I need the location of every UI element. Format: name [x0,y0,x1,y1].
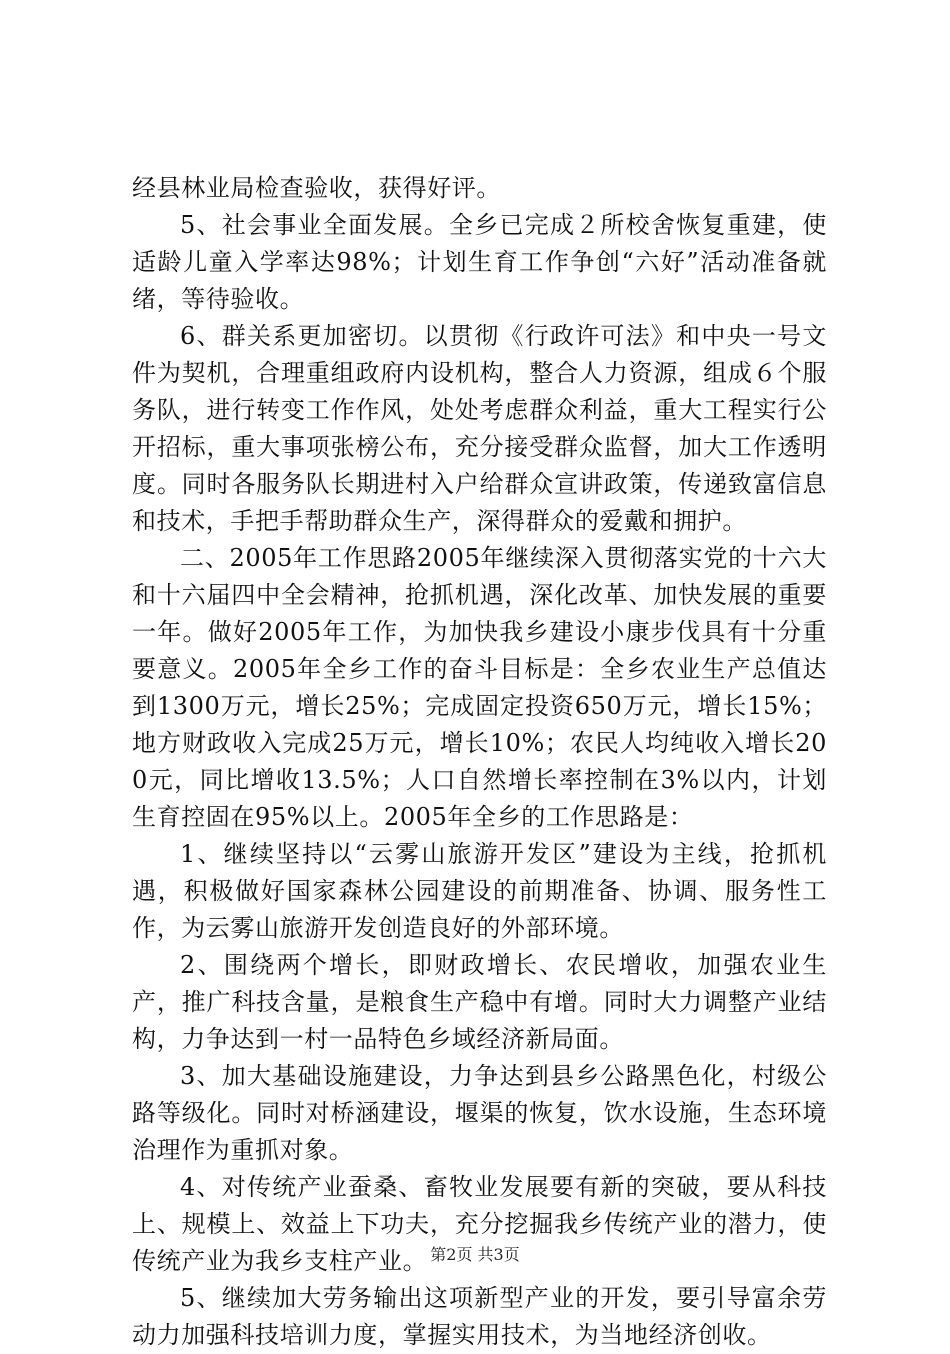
paragraph-plan-item-4: 4、对传统产业蚕桑、畜牧业发展要有新的突破，要从科技上、规模上、效益上下功夫，充分挖掘我乡传统产业的潜力，使传统产业为我乡支柱产业。 [132,1173,827,1275]
paragraph-public-relations: 6、群关系更加密切。以贯彻《行政许可法》和中央一号文件为契机，合理重组政府内设机构，整合人力资源，组成６个服务队，进行转变工作作风，处处考虑群众利益，重大工程实行公开招标，重大事项张榜公布，充分接受群众监督，加大工作透明度。同时各服务队长期进村入户给群众宣讲政策，传递致富信息和技术，手把手帮助群众生产，深得群众的爱戴和拥护。 [132,322,827,535]
paragraph-social-affairs: 5、社会事业全面发展。全乡已完成２所校舍恢复重建，使适龄儿童入学率达98%；计划生育工作争创“六好”活动准备就绪，等待验收。 [132,211,827,313]
paragraph-work-plan-2005: 二、2005年工作思路2005年继续深入贯彻落实党的十六大和十六届四中全会精神，抢抓机遇，深化改革、加快发展的重要一年。做好2005年工作，为加快我乡建设小康步伐具有十分重要意义。2005年全乡工作的奋斗目标是：全乡农业生产总值达到1300万元，增长25%；完成固定投资650万元，增长15%；地方财政收入完成25万元，增长10%；农民人均纯收入增长200元，同比增收13.5%；人口自然增长率控制在3%以内，计划生育控固在95%以上。2005年全乡的工作思路是： [132,544,827,831]
document-body [132,170,827,1354]
paragraph-plan-item-2: 2、围绕两个增长，即财政增长、农民增收，加强农业生产，推广科技含量，是粮食生产稳中有增。同时大力调整产业结构，力争达到一村一品特色乡域经济新局面。 [132,951,827,1053]
paragraph-plan-item-1: 1、继续坚持以“云雾山旅游开发区”建设为主线，抢抓机遇，积极做好国家森林公园建设的前期准备、协调、服务性工作，为云雾山旅游开发创造良好的外部环境。 [132,840,827,942]
paragraph-plan-item-3: 3、加大基础设施建设，力争达到县乡公路黑色化，村级公路等级化。同时对桥涵建设，堰渠的恢复，饮水设施，生态环境治理作为重抓对象。 [132,1062,827,1164]
paragraph-plan-item-5: 5、继续加大劳务输出这项新型产业的开发，要引导富余劳动力加强科技培训力度，掌握实用技术，为当地经济创收。 [132,1284,827,1349]
paragraph-continuation: 经县林业局检查验收，获得好评。 [132,174,501,202]
page-footer: 第2页 共3页 [430,1245,520,1264]
